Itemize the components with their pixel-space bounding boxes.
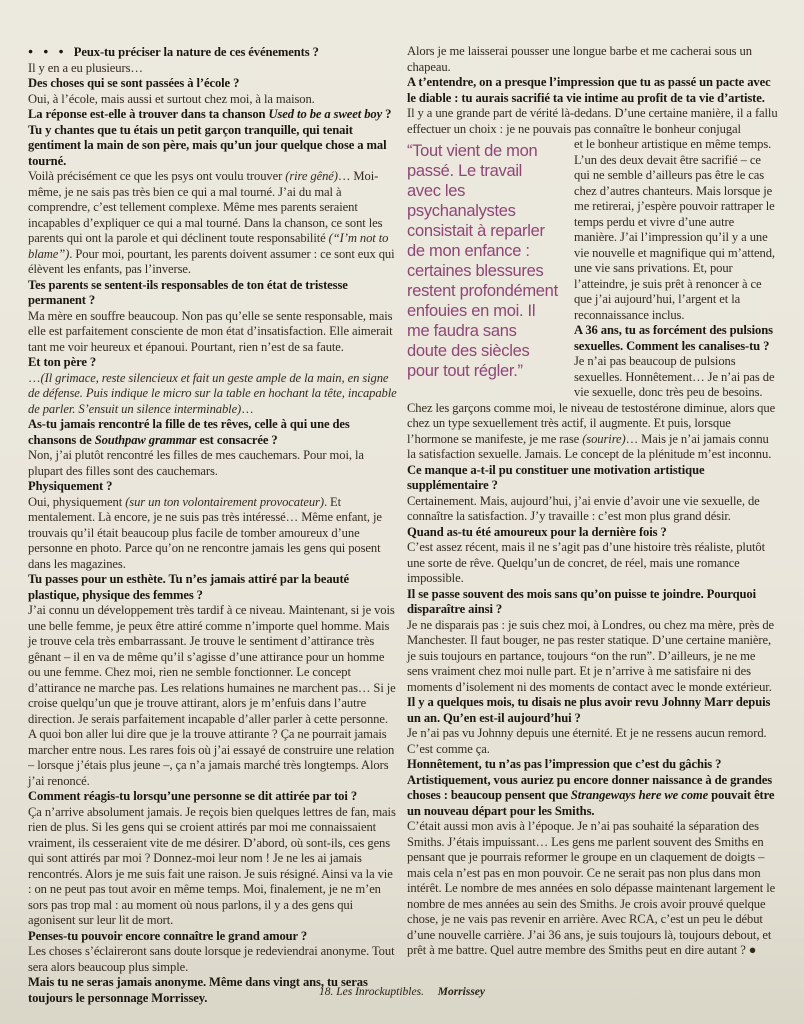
text-run: Ma mère en souffre beaucoup. Non pas qu’elle se sente responsable, mais elle est parfaitement consciente de mon état d’insatisfaction. Elle aimerait tant me voir heureux et épanoui. Pourtant, rien n’est de sa faute.	[28, 308, 393, 354]
interview-question	[407, 695, 779, 726]
interview-question	[28, 107, 398, 169]
text-run: Honnêtement, tu n’as pas l’impression que c’est du gâchis ? Artistiquement, vous auriez pu encore donner naissance à de grandes choses : beaucoup pensent que	[407, 757, 773, 802]
italic-text-run: (“I’m not to blame”)	[28, 231, 389, 261]
italic-text-run: Used to be a sweet boy	[268, 107, 383, 121]
text-run: Oui, à l’école, mais aussi et surtout chez moi, à la maison.	[28, 91, 315, 106]
text-run: Peux-tu préciser la nature de ces événements ?	[73, 45, 319, 59]
interview-answer	[28, 92, 398, 108]
footer-page-number: 18.	[318, 986, 334, 998]
italic-text-run: (sourire)	[582, 431, 626, 446]
interview-question	[28, 44, 398, 61]
interview-answer	[407, 540, 779, 587]
interview-question	[28, 572, 398, 603]
text-run: Oui, physiquement	[28, 494, 126, 509]
text-run: Je n’ai pas beaucoup de pulsions sexuelles. Honnêtement… Je n’ai pas de vie sexuelle, donc très peu de besoins. Chez les garçons comme moi, le niveau de testostérone diminue, alors que chez un type sexuellement très actif, il augmente. Et puis, lorsque l’hormone se manifeste, je me rase	[407, 354, 776, 446]
interview-answer	[28, 495, 398, 573]
text-run: Je n’ai pas vu Johnny depuis une éternité. Et je ne ressens aucun remord. C’est comme ça.	[407, 726, 767, 756]
interview-answer	[407, 494, 779, 525]
pull-quote: “Tout vient de mon passé. Le travail avec les psychanalystes consistait à reparler de mon enfance : certaines blessures restent profondément enfouies en moi. Il me faudra sans doute des siècles pour tout régler.”	[407, 142, 558, 380]
interview-answer	[407, 44, 779, 75]
interview-question	[407, 757, 779, 819]
text-run: C’était aussi mon avis à l’époque. Je n’ai pas souhaité la séparation des Smiths. J’étais impuissant… Les gens me parlent souvent des Smiths en pensant que je pourrais reformer le groupe en un claquement de doigts – mais cela n’est pas en mon pouvoir. Ce ne serait pas non plus dans mon intérêt. Le nombre de mes années en solo dépasse maintenant largement le nombre de mes années au sein des Smiths. Je crois avoir prouvé quelque chose, je ne vais pas revenir en arrière. Avec RCA, c’est un peu le début d’une nouvelle carrière. J’ai 36 ans, je suis toujours là, toujours debout, et prêt à me battre. Quel autre membre des Smiths peut en dire autant ? ●	[407, 819, 776, 957]
text-run: Ça n’arrive absolument jamais. Je reçois bien quelques lettres de fan, mais rien de plus. Si les gens qui se croient attirés par moi me connaissaient vraiment, ils cesseraient vite de me désirer. D’abord, où sont-ils, ces gens qui sont attirés par moi ? Donnez-moi leur nom ! Je ne les ai jamais rencontrés. Alors je me suis fait une raison. Je suis résigné. Ainsi va la vie : on ne peut pas tout avoir en même temps. Moi, finalement, je ne m’en sors pas trop mal : au moment où nous parlons, il y a des gens qui agonisent sur leur lit de mort.	[28, 804, 396, 927]
text-run: Tu passes pour un esthète. Tu n’es jamais attiré par la beauté plastique, physique des femmes ?	[28, 572, 350, 602]
interview-answer	[407, 106, 779, 137]
text-run: As-tu jamais rencontré la fille de tes rêves, celle à qui une des chansons de	[28, 417, 350, 447]
text-run: …	[241, 401, 254, 416]
italic-text-run: Strangeways here we come	[570, 788, 709, 802]
text-run: Penses-tu pouvoir encore connaître le grand amour ?	[28, 928, 308, 943]
interview-question	[28, 76, 398, 92]
text-run: et le bonheur artistique en même temps. L’un des deux devait être sacrifié – ce qui ne semble d’ailleurs pas être le cas chez d’autres chanteurs. Mais lorsque je me retirerai, j’espère pouvoir rattraper le temps perdu et vivre d’une autre manière. J’ai l’impression qu’il y a une vie nouvelle et magnifique qui m’attend, une vie sans privations. Et, pour l’atteindre, je suis prêt à renoncer à ce que j’ai aujourd’hui, l’argent et la reconnaissance inclus.	[574, 137, 775, 322]
footer-article-subject: Morrissey	[437, 986, 485, 998]
footer-magazine-title: Les Inrockuptibles.	[336, 986, 424, 998]
text-run: Tes parents se sentent-ils responsables de ton état de tristesse permanent ?	[28, 277, 348, 307]
interview-question	[28, 479, 398, 495]
interview-question	[407, 75, 779, 106]
text-run: … Mais je n’ai jamais connu la satisfaction sexuelle. Jamais. Le concept de la plénitude m’est inconnu.	[407, 431, 772, 461]
text-run: …	[28, 370, 41, 385]
interview-question	[407, 525, 779, 541]
text-run: . Pour moi, pourtant, les parents doivent assumer : ce sont eux qui élèvent les enfants, pas l’inverse.	[28, 246, 395, 276]
right-column	[407, 44, 779, 959]
interview-answer	[28, 61, 398, 77]
text-run: Comment réagis-tu lorsqu’une personne se dit attirée par toi ?	[28, 789, 358, 803]
text-run: La réponse est-elle à trouver dans ta chanson	[28, 107, 269, 121]
text-run: Mais tu ne seras jamais anonyme. Même dans vingt ans, tu seras toujours le personnage Morrissey.	[28, 975, 368, 1005]
italic-text-run: Southpaw grammar	[94, 432, 197, 447]
text-run: … Moi-même, je ne sais pas très bien ce qui a mal tourné. J’ai du mal à comprendre, c’est tellement complexe. Même mes parents seraient incapables d’expliquer ce qui a mal tourné. Dans la chanson, ce sont les parents qui ont la parole et qui déclinent toute responsabilité	[28, 169, 383, 245]
interview-answer	[28, 448, 398, 479]
text-run: Quand as-tu été amoureux pour la dernière fois ?	[407, 524, 667, 539]
interview-answer	[28, 603, 398, 789]
text-run: C’est assez récent, mais il ne s’agit pas d’une histoire très réaliste, plutôt une sorte de rêve. Quelqu’un de concret, de réel, mais une romance impossible.	[407, 540, 766, 585]
text-run: est consacrée ?	[196, 432, 278, 447]
italic-text-run: (Il grimace, reste silencieux et fait un geste ample de la main, en signe de défense. Puis indique le micro sur la table en hochant la tête, incapable de parler. S’ensuit un silence interminable)	[28, 370, 397, 416]
text-run: Ce manque a-t-il pu constituer une motivation artistique supplémentaire ?	[407, 462, 705, 492]
text-run: Des choses qui se sont passées à l’école ?	[28, 76, 240, 90]
interview-question	[28, 789, 398, 805]
interview-answer	[407, 726, 779, 757]
italic-text-run: (rire gêné)	[285, 169, 338, 183]
left-column	[28, 44, 398, 1006]
text-run: pouvait être un nouveau départ pour les Smiths.	[407, 788, 775, 818]
interview-answer	[28, 371, 398, 418]
text-run: ? Tu y chantes que tu étais un petit garçon tranquille, qui tenait gentiment la main de son père, mais qu’un jour quelque chose a mal tourné.	[28, 107, 392, 168]
interview-answer	[28, 944, 398, 975]
interview-question	[28, 278, 398, 309]
interview-question	[28, 417, 398, 448]
interview-answer	[407, 819, 779, 959]
interview-question	[407, 587, 779, 618]
page-footer	[0, 986, 804, 998]
interview-question	[28, 355, 398, 371]
text-run: Certainement. Mais, aujourd’hui, j’ai envie d’avoir une vie sexuelle, de connaître la satisfaction. J’y travaille : c’est mon plus grand désir.	[407, 493, 760, 523]
text-run: Je ne disparais pas : je suis chez moi, à Londres, ou chez ma mère, près de Manchester. Il faut bouger, ne pas rester statique. D’une certaine manière, je suis toujours en partance, toujours “on the run”. D’ailleurs, je ne me sens vraiment chez moi nulle part. Et je n’arrive à me satisfaire ni des moments d’isolement ni des moments de contact avec le monde extérieur.	[407, 617, 775, 694]
lead-bullets-icon: ● ● ●	[28, 46, 74, 56]
text-run: Et ton père ?	[28, 355, 97, 369]
text-run: Voilà précisément ce que les psys ont voulu trouver	[28, 169, 286, 183]
italic-text-run: (sur un ton volontairement provocateur)	[125, 494, 324, 509]
text-run: Il y a quelques mois, tu disais ne plus avoir revu Johnny Marr depuis un an. Qu’en est-il aujourd’hui ?	[407, 695, 771, 725]
interview-question	[407, 463, 779, 494]
text-run: A 36 ans, tu as forcément des pulsions sexuelles. Comment les canalises-tu ?	[574, 323, 773, 353]
text-run: Physiquement ?	[28, 479, 113, 493]
text-run: Les choses s’éclaireront sans doute lorsque je redeviendrai anonyme. Tout sera alors beaucoup plus simple.	[28, 944, 395, 974]
text-run: Il y a une grande part de vérité là-dedans. D’une certaine manière, il a fallu effectuer un choix : je ne pouvais pas connaître le bonheur conjugal	[407, 106, 778, 136]
text-run: A t’entendre, on a presque l’impression que tu as passé un pacte avec le diable : tu aurais sacrifié ta vie intime au profit de ta vie d’artiste.	[407, 75, 771, 105]
text-run: J’ai connu un développement très tardif à ce niveau. Maintenant, si je vois une belle femme, je peux être attiré comme n’importe quel homme. Mais je trouve cela très embarrassant. Je trouve le sentiment d’attirance très gênant – il en va de même qu’il s’agisse d’une attirance pour un homme ou une femme. Chez moi, rien ne semble fonctionner. Le concept d’attirance ne marche pas. Les relations humaines ne marchent pas… Si je croise quelqu’un que je trouve attirant, alors je m’enfuis dans l’autre direction. Je serais parfaitement incapable d’aller parler à cette personne. A quoi bon aller lui dire que je la trouve attirante ? Ça ne pourrait jamais marcher entre nous. Les rares fois où j’ai essayé de construire une relation – lorsque j’étais plus jeune –, ça n’a jamais marché très longtemps. Alors j’ai renoncé.	[28, 603, 396, 788]
interview-question	[28, 929, 398, 945]
text-run: Alors je me laisserai pousser une longue barbe et me cacherai sous un chapeau.	[407, 44, 752, 74]
text-run: Il y en a eu plusieurs…	[28, 60, 143, 75]
interview-answer	[28, 169, 398, 278]
text-run: . Et mentalement. Là encore, je ne suis pas très intéressé… Même enfant, je trouvais qu’il était beaucoup plus facile de tomber amoureux d’une personne en photo. Parce qu’on ne rencontre jamais les gens qui posent dans les magazines.	[28, 494, 382, 571]
interview-answer	[407, 618, 779, 696]
text-run: Non, j’ai plutôt rencontré les filles de mes cauchemars. Pour moi, la plupart des filles sont des cauchemars.	[28, 448, 364, 478]
text-run: Il se passe souvent des mois sans qu’on puisse te joindre. Pourquoi disparaître ainsi ?	[407, 586, 757, 616]
interview-answer	[28, 805, 398, 929]
interview-answer	[28, 309, 398, 356]
